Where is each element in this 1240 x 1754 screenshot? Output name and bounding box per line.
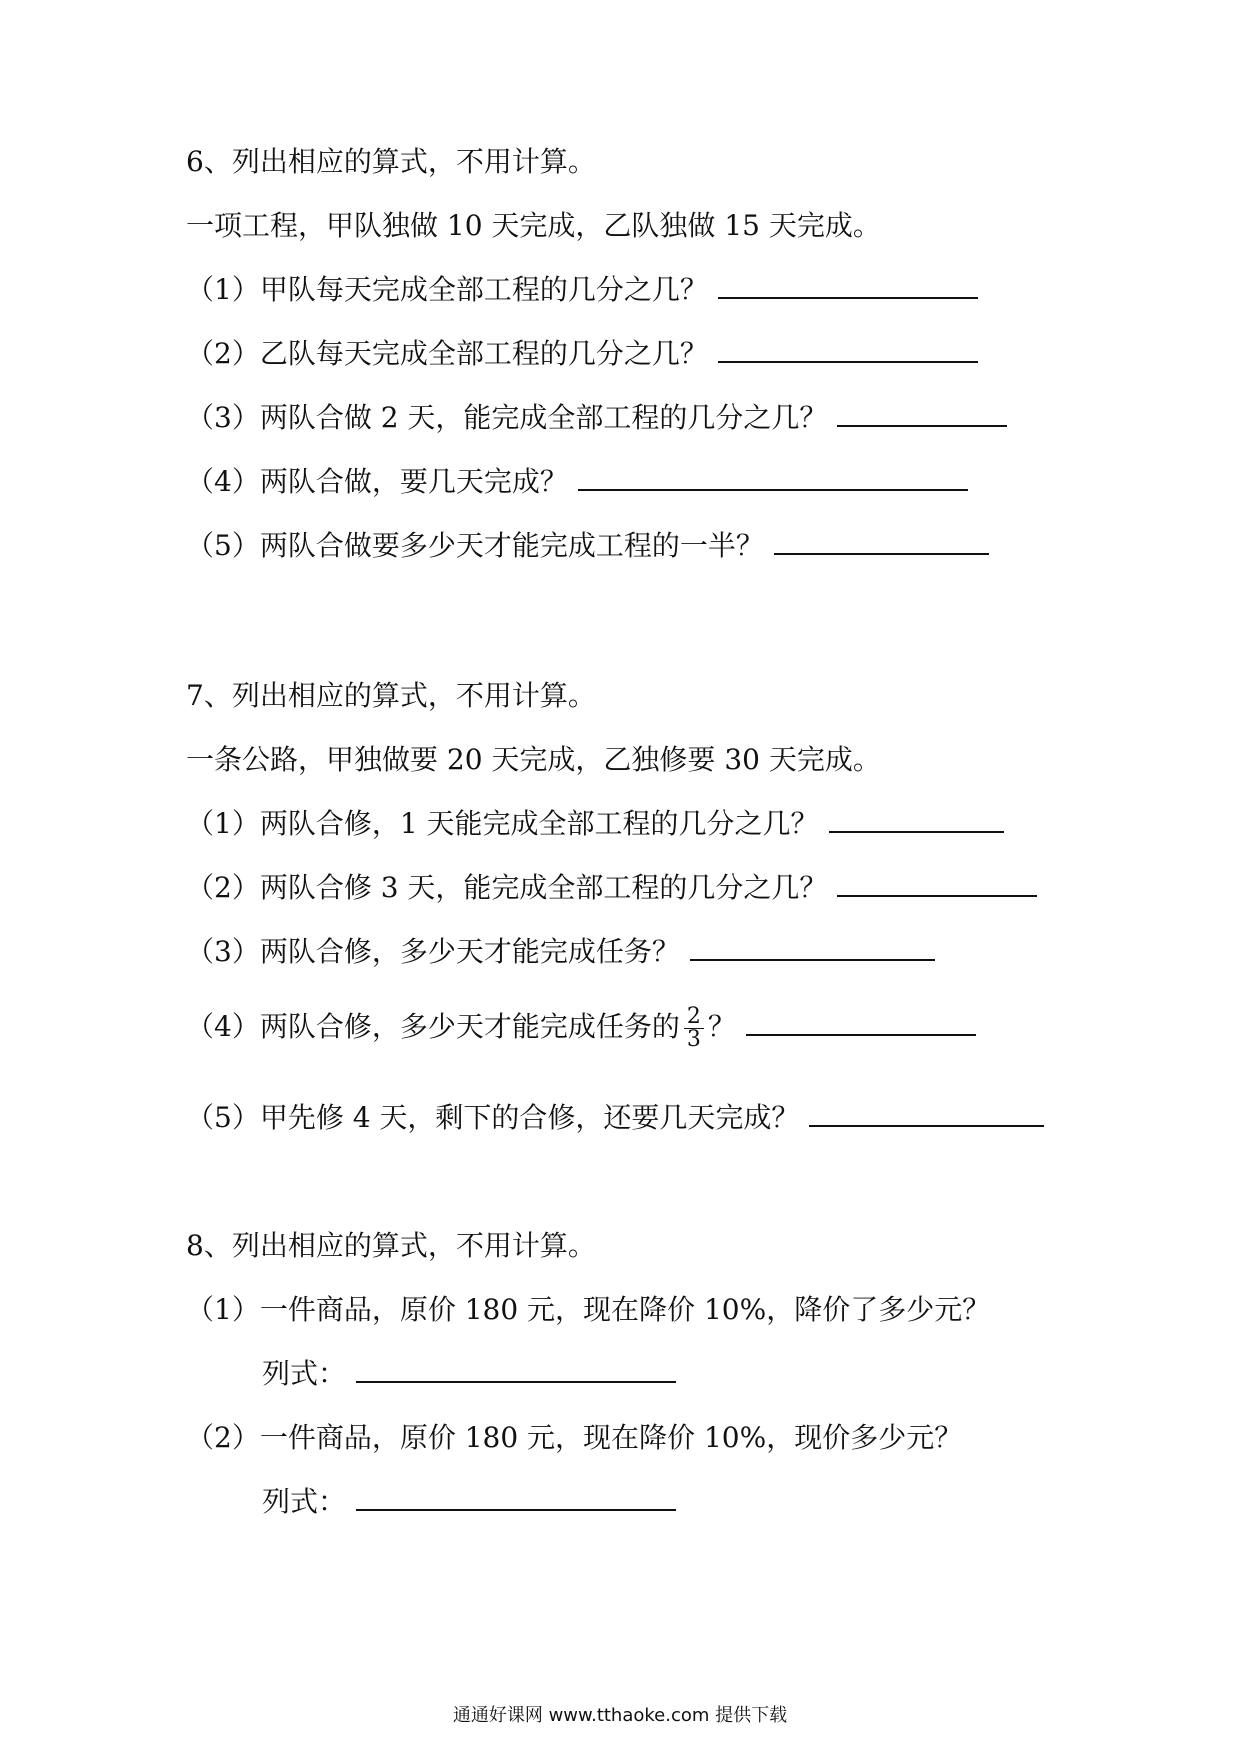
q8-item-1-formula [262, 1354, 676, 1394]
q7-item-1 [186, 804, 1004, 844]
q6-stem: 一项工程，甲队独做 10 天完成，乙队独做 15 天完成。 [186, 209, 881, 242]
page-footer: 通通好课网 www.tthaoke.com 提供下载 [452, 1705, 788, 1726]
q7-item-1-text: （1）两队合修，1 天能完成全部工程的几分之几？ [186, 807, 819, 840]
q6-item-5-answer-blank[interactable] [774, 552, 989, 555]
q7-item-4 [186, 1006, 976, 1051]
q6-item-5-text: （5）两队合做要多少天才能完成工程的一半？ [186, 529, 764, 562]
q7-header: 7、列出相应的算式，不用计算。 [186, 679, 596, 712]
formula-label: 列式： [262, 1357, 347, 1390]
q6-item-2 [186, 334, 978, 374]
q7-item-3-answer-blank[interactable] [690, 958, 935, 961]
q7-item-4-text: （4）两队合修，多少天才能完成任务的 [186, 1010, 680, 1043]
q8-item-2: （2）一件商品，原价 180 元，现在降价 10%，现价多少元？ [186, 1421, 963, 1454]
q7-item-5-text: （5）甲先修 4 天，剩下的合修，还要几天完成？ [186, 1101, 800, 1134]
q6-item-5 [186, 526, 989, 566]
two-thirds-fraction [684, 1006, 704, 1051]
q6-item-2-answer-blank[interactable] [718, 360, 978, 363]
formula-label: 列式： [262, 1485, 347, 1518]
q7-item-5 [186, 1098, 1044, 1138]
q7-item-1-answer-blank[interactable] [829, 830, 1004, 833]
q7-item-3-text: （3）两队合修，多少天才能完成任务？ [186, 935, 680, 968]
q7-item-5-answer-blank[interactable] [809, 1124, 1044, 1127]
q6-item-1-answer-blank[interactable] [718, 296, 978, 299]
q7-item-4-answer-blank[interactable] [746, 1033, 976, 1036]
q6-item-2-text: （2）乙队每天完成全部工程的几分之几？ [186, 337, 708, 370]
q6-item-3-answer-blank[interactable] [837, 424, 1007, 427]
q6-item-4-text: （4）两队合做，要几天完成？ [186, 465, 568, 498]
q6-item-1 [186, 270, 978, 310]
q7-item-2-answer-blank[interactable] [837, 894, 1037, 897]
q8-item-1: （1）一件商品，原价 180 元，现在降价 10%，降价了多少元？ [186, 1293, 991, 1326]
q8-header: 8、列出相应的算式，不用计算。 [186, 1229, 596, 1262]
q7-item-2-text: （2）两队合修 3 天，能完成全部工程的几分之几？ [186, 871, 828, 904]
q7-item-2 [186, 868, 1037, 908]
q6-item-3-text: （3）两队合做 2 天，能完成全部工程的几分之几？ [186, 401, 828, 434]
q8-item-1-formula-blank[interactable] [356, 1380, 676, 1383]
q7-stem: 一条公路，甲独做要 20 天完成，乙独修要 30 天完成。 [186, 743, 881, 776]
q7-item-3 [186, 932, 935, 972]
q8-item-2-formula [262, 1482, 676, 1522]
q6-item-4 [186, 462, 968, 502]
q7-item-4-suffix: ？ [707, 1010, 736, 1043]
fraction-numerator: 2 [684, 1006, 704, 1029]
q8-item-2-formula-blank[interactable] [356, 1508, 676, 1511]
q6-item-4-answer-blank[interactable] [578, 488, 968, 491]
q6-item-1-text: （1）甲队每天完成全部工程的几分之几？ [186, 273, 708, 306]
q6-item-3 [186, 398, 1007, 438]
q6-header: 6、列出相应的算式，不用计算。 [186, 145, 596, 178]
fraction-denominator: 3 [686, 1027, 701, 1052]
